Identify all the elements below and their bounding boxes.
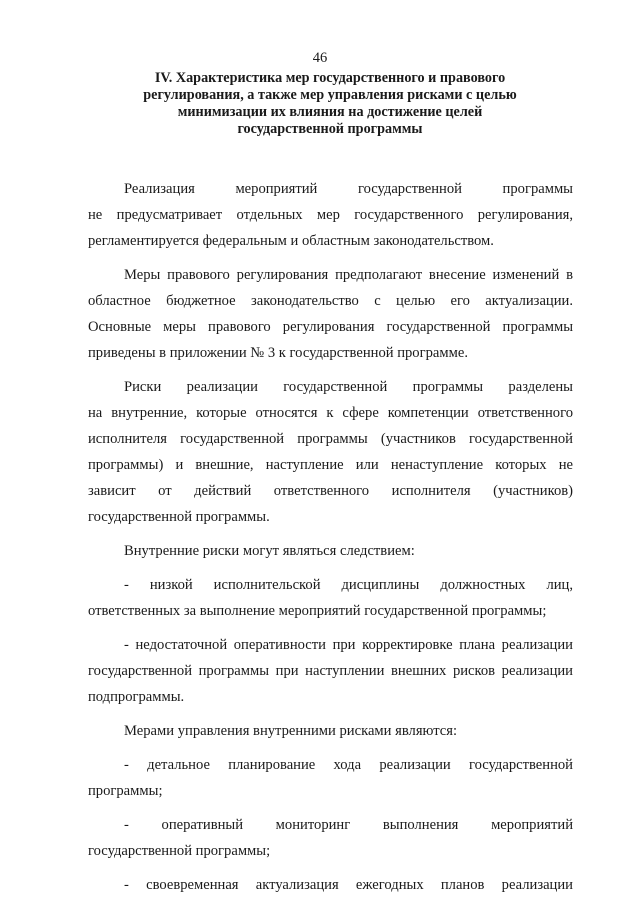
text-line: Риски реализации государственной программы разделены [124,379,573,395]
text-line: областное бюджетное законодательство с целью его актуализации. [88,293,573,309]
text-line: на внутренние, которые относятся к сфере компетенции ответственного [88,405,573,421]
heading-line: IV. Характеристика мер государственного и правового [154,70,506,86]
text-line: Меры правового регулирования предполагают внесение изменений в [124,267,573,283]
paragraph [88,374,573,530]
heading-line: государственной программы [237,121,423,137]
text-line: - оперативный мониторинг выполнения мероприятий [124,817,573,833]
text-line: Внутренние риски могут являться следствием: [124,543,415,559]
text-line: программы) и внешние, наступление или ненаступление которых не [88,457,573,473]
text-line: регламентируется федеральным и областным законодательством. [88,233,494,249]
text-line: программы; [88,783,163,799]
text-line: зависит от действий ответственного исполнителя (участников) [88,483,573,499]
paragraph [88,176,573,254]
paragraph [88,718,573,744]
text-line: - своевременная актуализация ежегодных планов реализации [124,877,573,893]
text-line: ответственных за выполнение мероприятий государственной программы; [88,603,547,619]
text-line: приведены в приложении № 3 к государственной программе. [88,345,468,361]
text-line: государственной программы; [88,843,271,859]
heading-line: минимизации их влияния на достижение целей [177,104,483,120]
heading-line: регулирования, а также мер управления рисками с целью [143,87,517,103]
text-line: - низкой исполнительской дисциплины должностных лиц, [124,577,573,593]
body-text [88,176,573,898]
list-item [88,752,573,804]
text-line: не предусматривает отдельных мер государственного регулирования, [88,207,573,223]
list-item [88,812,573,864]
page-number: 46 [312,50,328,66]
text-line: исполнителя государственной программы (участников государственной [88,431,573,447]
paragraph [88,262,573,366]
section-heading [120,70,540,138]
paragraph [88,538,573,564]
text-line: Реализация мероприятий государственной программы [124,181,573,197]
text-line: Основные меры правового регулирования государственной программы [88,319,573,335]
list-item [88,872,573,898]
text-line: - детальное планирование хода реализации государственной [124,757,573,773]
text-line: государственной программы при наступлении внешних рисков реализации [88,663,573,679]
list-item [88,632,573,710]
text-line: - недостаточной оперативности при корректировке плана реализации [124,637,573,653]
text-line: подпрограммы. [88,689,185,705]
text-line: Мерами управления внутренними рисками являются: [124,723,458,739]
list-item [88,572,573,624]
text-line: государственной программы. [88,509,270,525]
